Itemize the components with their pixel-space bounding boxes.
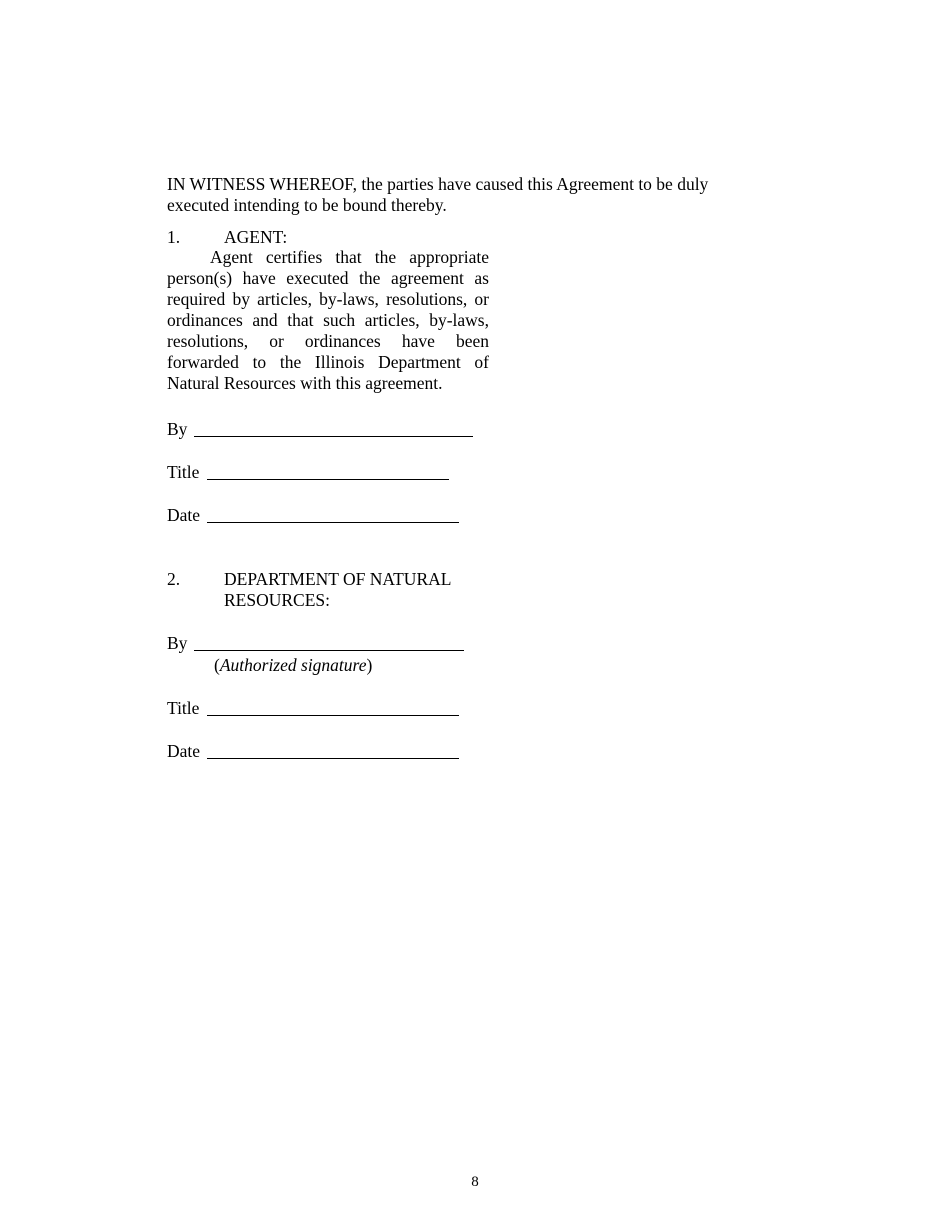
department-by-signature-line[interactable] <box>194 633 464 651</box>
agent-by-signature-line[interactable] <box>194 419 473 437</box>
section-2-heading-line-2: RESOURCES: <box>224 590 330 610</box>
department-by-label: By <box>167 633 188 653</box>
department-title-line[interactable] <box>207 698 459 716</box>
section-1-heading: AGENT: <box>224 227 288 247</box>
section-1-number: 1. <box>167 227 181 247</box>
intro-paragraph: IN WITNESS WHEREOF, the parties have caused this Agreement to be duly executed intending to be bound thereby. <box>167 174 709 215</box>
department-date-label: Date <box>167 741 201 761</box>
department-date-line[interactable] <box>207 741 459 759</box>
agent-date-line[interactable] <box>207 505 459 523</box>
page-number: 8 <box>471 1174 479 1190</box>
authorized-signature-note: (Authorized signature) <box>214 655 373 675</box>
agent-certification-paragraph: Agent certifies that the appropriate person(s) have executed the agreement as required by articles, by-laws, resolutions, or ordinances and that such articles, by-laws, resolutions, or ordinances have been forwarded to the Illinois Department of Natural Resources with this agreement. <box>167 247 489 393</box>
authorized-signature-text: Authorized signature <box>219 655 367 675</box>
agent-date-label: Date <box>167 505 201 525</box>
agent-title-label: Title <box>167 462 200 482</box>
agent-title-line[interactable] <box>207 462 449 480</box>
department-title-label: Title <box>167 698 200 718</box>
agent-by-label: By <box>167 419 188 439</box>
section-2-number: 2. <box>167 569 181 589</box>
section-2-heading-line-1: DEPARTMENT OF NATURAL <box>224 569 452 589</box>
